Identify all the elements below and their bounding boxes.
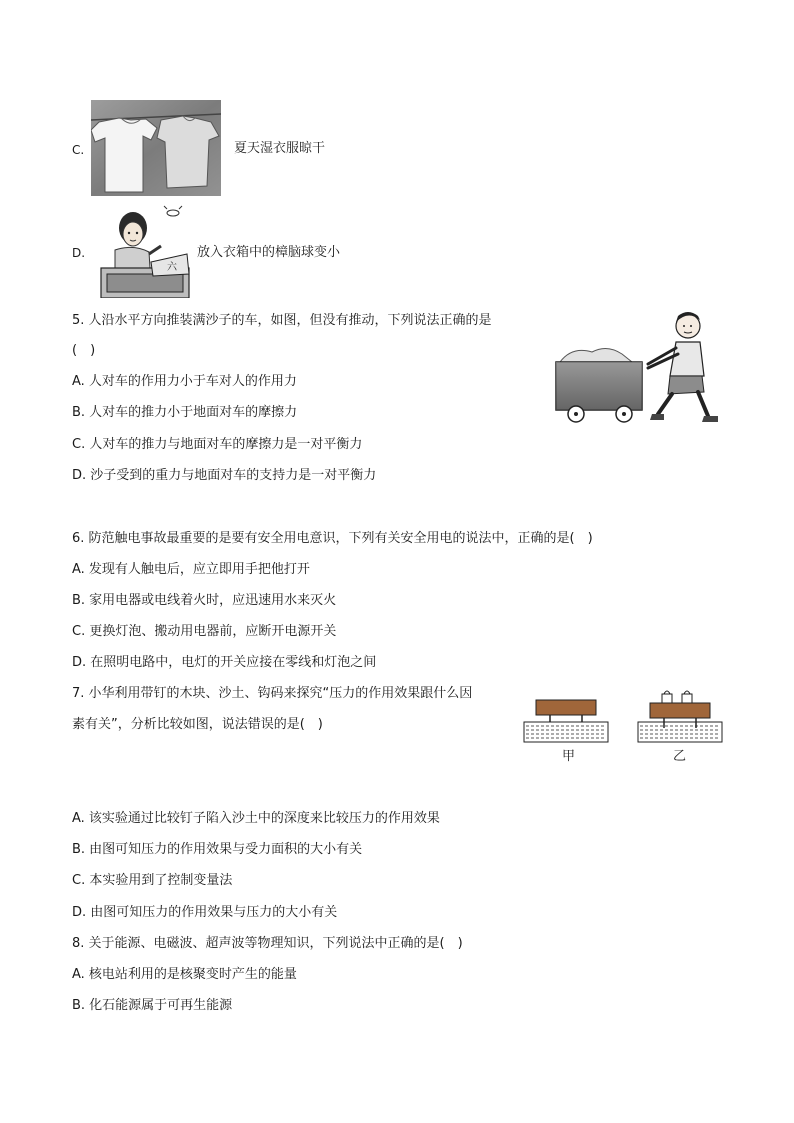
mothball-suitcase-illustration [91,204,191,302]
q5-option-d: D. 沙子受到的重力与地面对车的支持力是一对平衡力 [72,468,377,483]
q7-option-c: C. 本实验用到了控制变量法 [72,873,233,888]
svg-text:六: 六 [167,262,177,273]
boy-pushing-cart-illustration [552,310,722,432]
q6-option-c: C. 更换灯泡、搬动用电器前，应断开电源开关 [72,624,337,639]
figure-label-jia: 甲 [562,749,576,764]
q6-option-b: B. 家用电器或电线着火时，应迅速用水来灭火 [72,593,337,608]
q7-option-a: A. 该实验通过比较钉子陷入沙土中的深度来比较压力的作用效果 [72,811,440,826]
q7-option-d: D. 由图可知压力的作用效果与压力的大小有关 [72,905,338,920]
figure-label-yi: 乙 [673,749,687,764]
q6-stem: 6. 防范触电事故最重要的是要有安全用电意识，下列有关安全用电的说法中，正确的是( ) [72,531,593,546]
q8-option-a: A. 核电站利用的是核聚变时产生的能量 [72,967,297,982]
q5-option-c: C. 人对车的推力与地面对车的摩擦力是一对平衡力 [72,437,363,452]
q7-stem-line1: 7. 小华利用带钉的木块、沙土、钩码来探究“压力的作用效果跟什么因 [72,686,473,701]
q6-option-a: A. 发现有人触电后，应立即用手把他打开 [72,562,310,577]
q5-option-b: B. 人对车的推力小于地面对车的摩擦力 [72,405,298,420]
q5-option-a: A. 人对车的作用力小于车对人的作用力 [72,374,297,389]
q8-option-b: B. 化石能源属于可再生能源 [72,998,233,1013]
figure-yi [638,691,722,742]
q6-option-d: D. 在照明电路中，电灯的开关应接在零线和灯泡之间 [72,655,377,670]
figure-jia [524,700,608,742]
clothes-drying-illustration [91,100,221,200]
q5-answer-bracket: ( ) [72,343,96,358]
option-d-text: 放入衣箱中的樟脑球变小 [197,245,341,260]
q8-stem: 8. 关于能源、电磁波、超声波等物理知识，下列说法中正确的是( ) [72,936,463,951]
q5-stem: 5. 人沿水平方向推装满沙子的车，如图，但没有推动，下列说法正确的是 [72,313,492,328]
option-d-letter: D. [72,246,86,260]
q7-option-b: B. 由图可知压力的作用效果与受力面积的大小有关 [72,842,363,857]
option-c-text: 夏天湿衣服晾干 [234,141,326,156]
q7-stem-line2: 素有关”，分析比较如图，说法错误的是( ) [72,717,323,732]
nail-block-sand-figure [520,688,726,772]
option-c-letter: C. [72,143,85,157]
